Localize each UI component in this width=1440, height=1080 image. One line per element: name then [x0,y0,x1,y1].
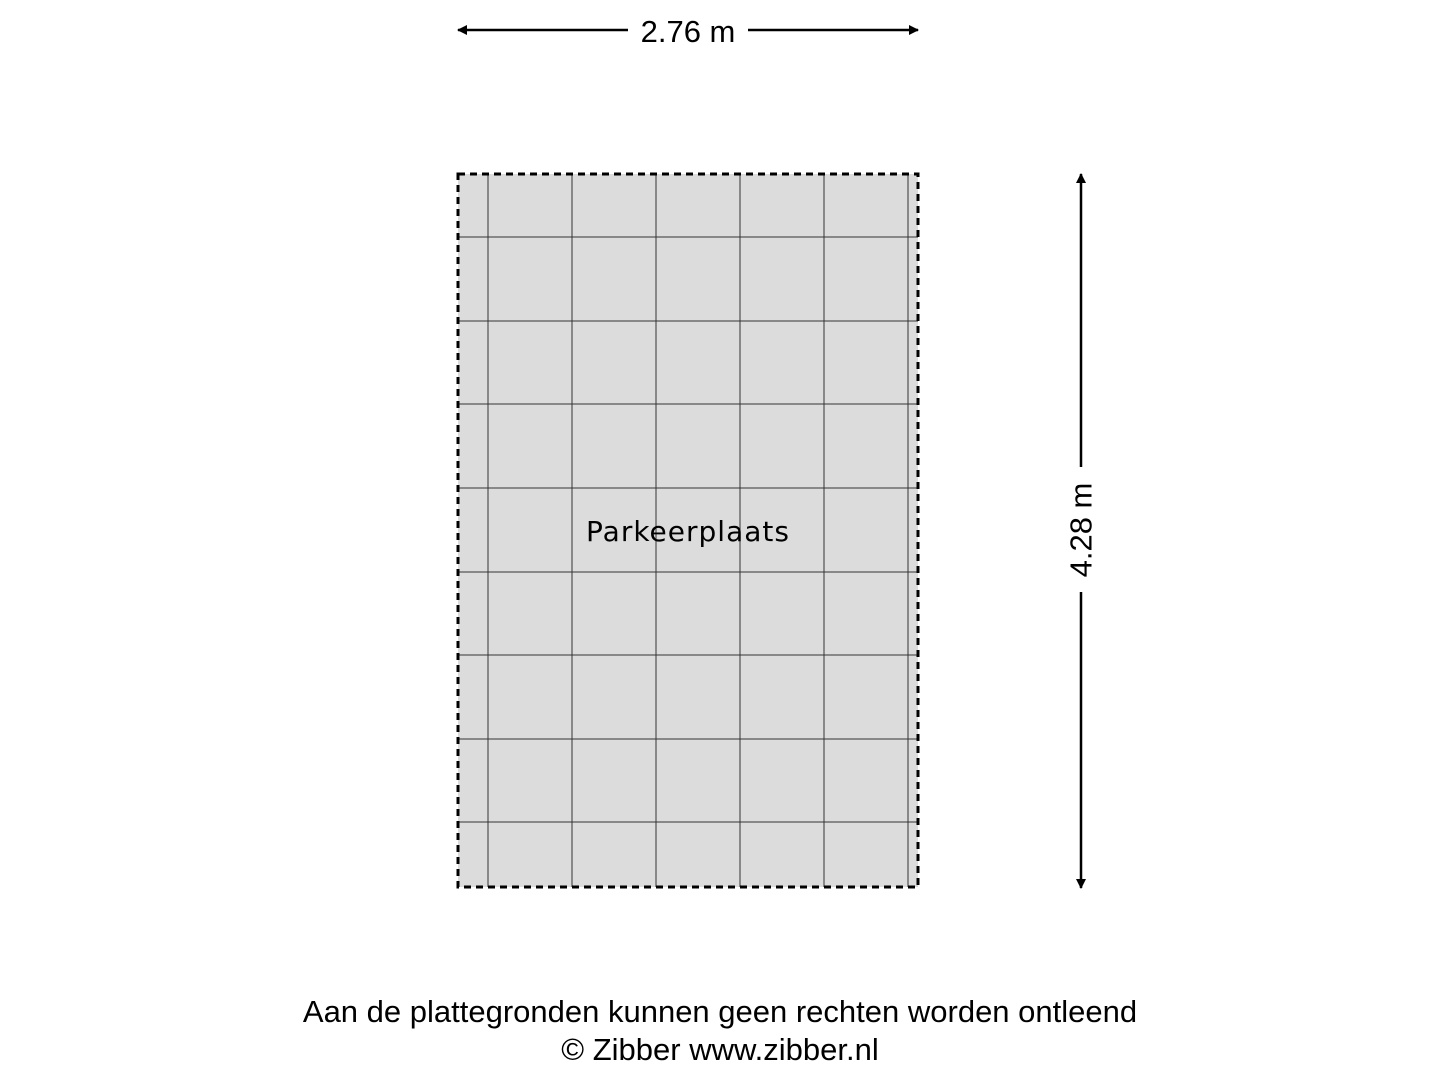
width-dimension-label: 2.76 m [640,14,736,49]
room-parkeerplaats [458,174,918,887]
room-label: Parkeerplaats [586,515,790,548]
disclaimer-text: Aan de plattegronden kunnen geen rechten worden ontleend [302,994,1138,1029]
height-dimension [1064,174,1099,888]
height-dimension-label: 4.28 m [1063,482,1099,578]
width-dimension [458,14,918,49]
copyright-text: © Zibber www.zibber.nl [561,1032,879,1067]
